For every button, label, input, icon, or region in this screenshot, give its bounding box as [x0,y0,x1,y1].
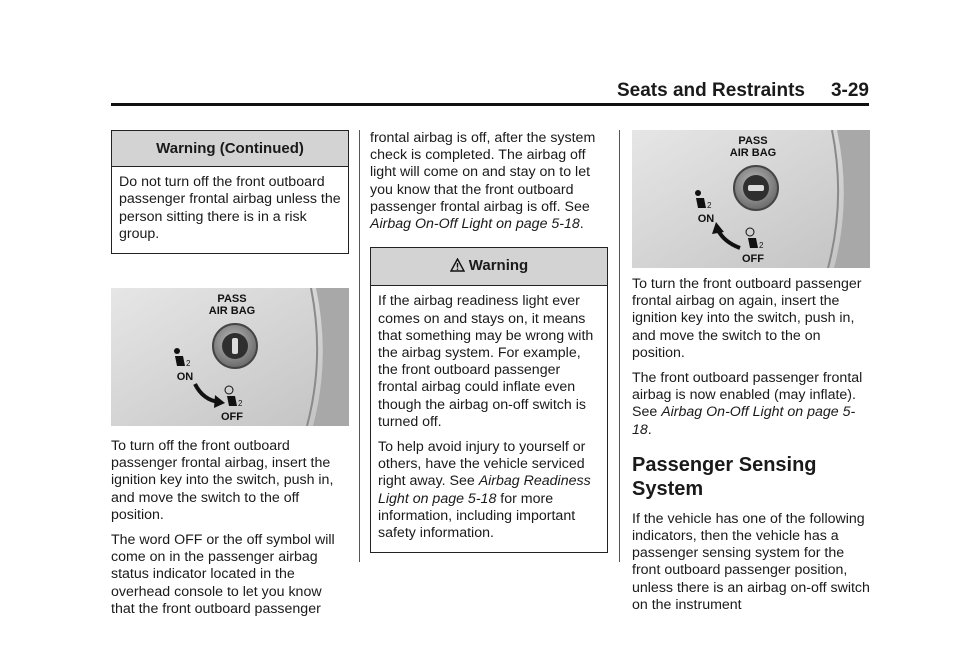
warning-para-2-text: To help avoid injury to yourself or others, have the vehicle serviced right away. See [378,439,586,490]
airbag-switch-off-photo [111,288,349,426]
warning-body [371,286,607,552]
label-on-2: ON [697,213,715,225]
airbag-readiness-link[interactable]: Airbag Readiness Light on page 5-18 [378,473,591,507]
airbag-switch-on-photo [632,130,870,268]
col3-para-enabled-end: . [647,421,652,438]
warning-continued-body-wrap [112,167,348,253]
column-divider-2 [619,130,620,562]
seat-num-on-2: 2 [707,201,712,210]
section-heading: Passenger Sensing System [632,453,817,500]
warning-title: Warning [468,257,529,275]
warning-para-2 [378,439,600,542]
column-3 [632,130,870,622]
label-pass-2: PASS [738,135,768,147]
warning-triangle-icon [450,258,465,276]
warning-continued-title: Warning (Continued) [112,131,348,167]
col3-para-enabled-text: The front outboard passenger frontal airbag is now enabled (may inflate). See [632,370,863,421]
seat-num-off: 2 [238,399,243,409]
warning-box [370,247,608,553]
label-off-2: OFF [742,253,764,265]
column-1 [111,130,349,626]
airbag-on-off-link-2[interactable]: Airbag On-Off Light on page 5-18 [632,404,856,438]
header-rule [111,103,869,106]
col2-para-text: frontal airbag is off, after the system check is completed. The airbag off light will come on and stay on to let you know that the front outboard passenger frontal airbag is off. See [370,130,596,215]
column-2 [370,130,608,553]
column-divider-1 [359,130,360,562]
label-off: OFF [221,411,243,424]
label-on: ON [176,371,194,384]
label-pass: PASS [217,293,247,306]
section-title: Seats and Restraints [617,80,805,101]
warning-para-1: If the airbag readiness light ever comes on and stays on, it means that something may be wrong with the airbag system. For example, the front outboard passenger frontal airbag could inflate even though the airbag on-off switch is turned off. [378,293,594,430]
col3-para-enabled [632,370,870,439]
col2-para-end: . [579,216,584,233]
col3-para-turn-on: To turn the front outboard passenger frontal airbag on again, insert the ignition key into the switch, push in, and move the switch to the on position. [632,276,862,361]
airbag-on-off-link[interactable]: Airbag On-Off Light on page 5-18 [370,216,580,233]
col2-para-airbag-off [370,130,608,233]
warning-continued-body: Do not turn off the front outboard passenger frontal airbag unless the person sitting there is in a risk group. [119,174,341,242]
col1-para-turn-off: To turn off the front outboard passenger frontal airbag, insert the ignition key into the switch, push in, and move the switch to the off position. [111,438,334,523]
page-number: 3-29 [830,80,869,101]
col3-para-sensing: If the vehicle has one of the following indicators, then the vehicle has a passenger sensing system for the front outboard passenger position, unless there is an airbag on-off switch on the instrument [632,510,870,613]
col1-para-indicator: The word OFF or the off symbol will come on in the passenger airbag status indicator located in the overhead console to let you know that the front outboard passenger [111,532,335,617]
warning-header [371,248,607,286]
page-header [611,80,869,102]
seat-num-on: 2 [186,359,191,369]
label-air-bag: AIR BAG [208,305,256,318]
seat-num-off-2: 2 [759,241,764,250]
warning-para-2-end: for more information, including important safety information. [378,490,576,542]
label-air-bag-2: AIR BAG [729,147,777,159]
warning-continued-box [111,130,349,254]
